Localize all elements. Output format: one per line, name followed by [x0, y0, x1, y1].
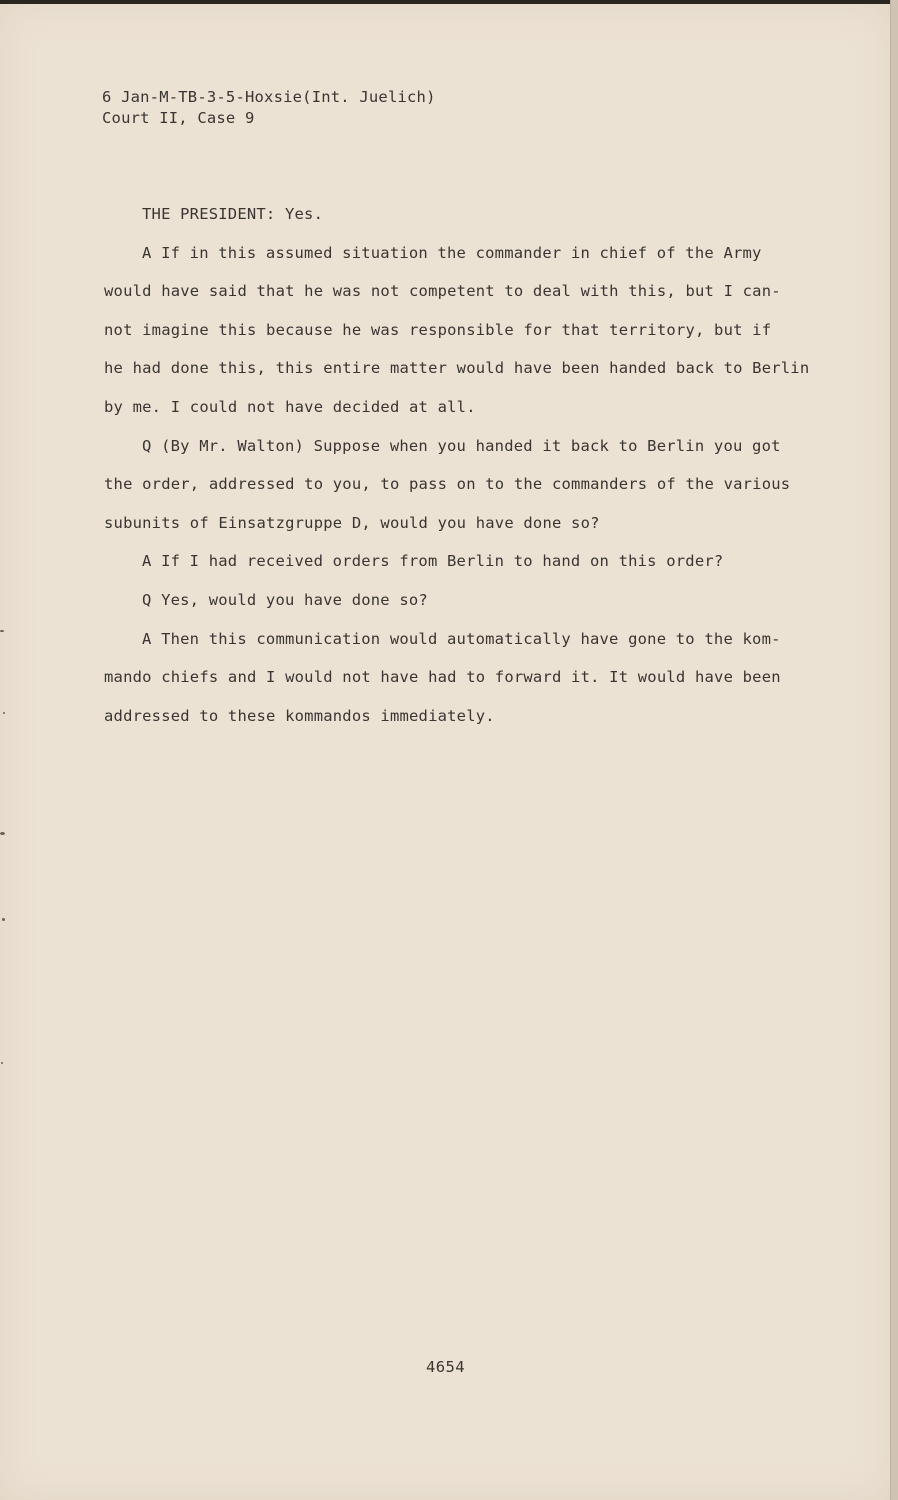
- document-page: [0, 4, 891, 1500]
- paper-speck: [1, 1062, 3, 1064]
- transcript-line: mando chiefs and I would not have had to forward it. It would have been: [104, 668, 781, 687]
- paper-speck: [0, 630, 4, 632]
- transcript-line: A Then this communication would automatically have gone to the kom-: [142, 629, 781, 648]
- transcript-line: A If I had received orders from Berlin to hand on this order?: [142, 552, 724, 571]
- transcript-line: by me. I could not have decided at all.: [104, 397, 476, 416]
- header-reference: 6 Jan-M-TB-3-5-Hoxsie(Int. Juelich): [102, 88, 436, 106]
- transcript-line: Q (By Mr. Walton) Suppose when you handed it back to Berlin you got: [142, 436, 781, 455]
- transcript-line: Q Yes, would you have done so?: [142, 590, 428, 609]
- transcript-line: THE PRESIDENT: Yes.: [142, 205, 324, 223]
- page-edge: [890, 0, 898, 1500]
- transcript-body: [104, 204, 824, 744]
- transcript-line: he had done this, this entire matter would have been handed back to Berlin: [104, 359, 810, 378]
- paper-speck: [2, 918, 5, 921]
- header-court: Court II, Case 9: [102, 109, 255, 127]
- transcript-line: addressed to these kommandos immediately.: [104, 706, 495, 725]
- paper-speck: [0, 832, 5, 835]
- transcript-line: not imagine this because he was responsible for that territory, but if: [104, 320, 772, 339]
- transcript-line: the order, addressed to you, to pass on to the commanders of the various: [104, 475, 791, 494]
- paper-speck: [3, 712, 5, 714]
- transcript-line: subunits of Einsatzgruppe D, would you have done so?: [104, 513, 600, 532]
- page-number: 4654: [426, 1358, 465, 1376]
- transcript-line: A If in this assumed situation the commander in chief of the Army: [142, 243, 762, 262]
- transcript-line: would have said that he was not competent to deal with this, but I can-: [104, 282, 781, 301]
